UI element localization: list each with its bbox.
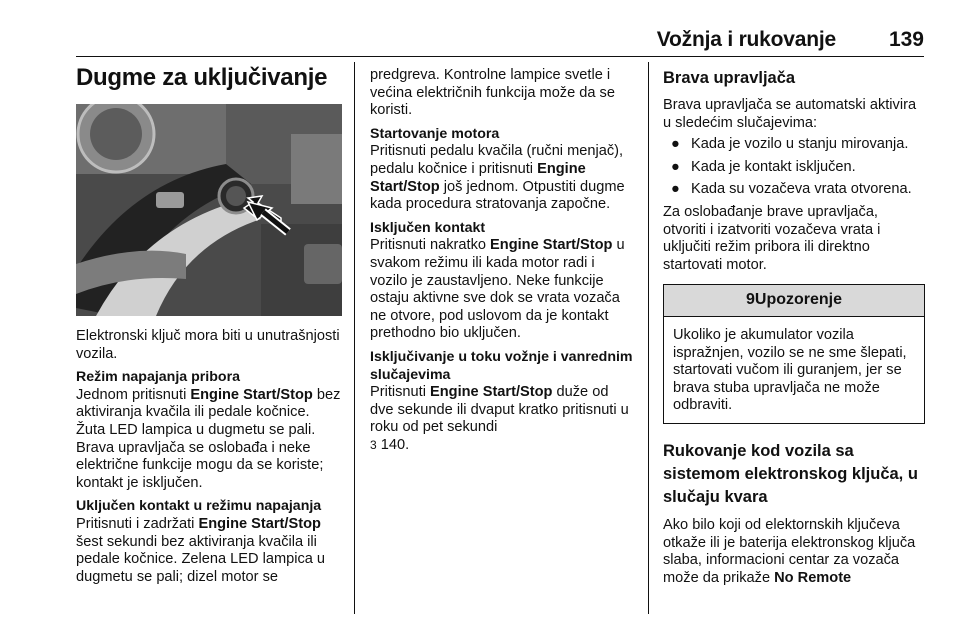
subheading-engine-start: Startovanje motora <box>370 125 500 142</box>
steering-lock-release-text: Za oslobađanje brave upravljača, otvoriti i izatvoriti vozačeva vrata i uključiti režim pribora ili direktno startovati motor. <box>663 203 881 273</box>
paragraph-accessory-mode: Jednom pritisnuti Engine Start/Stop bez aktiviranja kvačila ili pedale kočnice. Žuta LED lampica u dugmetu se pali. Brava upravljača se oslobađa i neke električne funkcije mogu da se koriste; kontakt je isključen. <box>76 386 341 491</box>
warning-triangle-icon: 9 <box>745 291 755 309</box>
column-1 <box>76 62 342 586</box>
subheading-accessory-mode: Režim napajanja pribora <box>76 369 240 386</box>
warning-body: Ukoliko je akumulator vozila ispražnjen, vozilo se ne sme šlepati, startovati vučom ili guranjem, jer se brava stuba upravljača ne može odbraviti. <box>673 326 907 414</box>
paragraph-emergency-shutoff: Pritisnuti Engine Start/Stop duže od dve sekunde ili dvaput kratko pritisnuti u roku od pet sekundi 3 140. <box>370 384 629 453</box>
section-heading: Dugme za uključivanje <box>76 64 328 91</box>
page-reference-link[interactable]: 140. <box>380 436 410 453</box>
column-3 <box>663 62 925 587</box>
list-item: ● Kada je vozilo u stanju mirovanja. <box>671 136 909 153</box>
start-button-illustration <box>76 104 342 316</box>
paragraph-key-failure: Ako bilo koji od elektornskih ključeva otkaže ili je baterija elektronskog ključa slaba, informacioni centar za vozača može da prikaže No Remote <box>663 516 916 586</box>
list-item: ● Kada je kontakt isključen. <box>671 158 856 175</box>
subheading-ignition-on: Uključen kontakt u režimu napajanja <box>76 498 322 515</box>
column-divider-1 <box>354 62 355 614</box>
warning-box <box>663 284 925 424</box>
subheading-ignition-off: Isključen kontakt <box>370 219 486 236</box>
section-heading-steering-lock: Brava upravljača <box>663 69 796 87</box>
bullet-icon: ● <box>671 136 680 153</box>
bullet-icon: ● <box>671 181 680 198</box>
warning-header: 9Upozorenje <box>664 285 924 317</box>
list-item: ● Kada su vozačeva vrata otvorena. <box>671 181 912 198</box>
paragraph-ignition-on: Pritisnuti i zadržati Engine Start/Stop šest sekundi bez aktiviranja kvačila ili pedale kočnice. Zelena LED lampica u dugmetu se pali; dizel motor se <box>76 515 326 585</box>
page-number: 139 <box>888 28 924 51</box>
header-rule <box>76 56 924 57</box>
bullet-icon: ● <box>671 158 680 175</box>
steering-wheel-photo <box>76 104 342 316</box>
steering-lock-intro: Brava upravljača se automatski aktivira u sledećim slučajevima: <box>663 97 917 131</box>
column-2 <box>370 62 634 454</box>
section-heading-key-failure: Rukovanje kod vozila sa sistemom elektronskog ključa, u slučaju kvara <box>663 441 918 506</box>
paragraph-ignition-off: Pritisnuti nakratko Engine Start/Stop u svakom režimu ili kada motor radi i vozilo je zaustavljeno. Neke funkcije ostaju aktivne sve dok se vrata vozača ne otvore, pod uslovom da je kontakt prethodno bio uključen. <box>370 237 625 342</box>
bullet-list <box>663 136 925 199</box>
running-header-title: Vožnja i rukovanje <box>656 28 836 51</box>
column-divider-2 <box>648 62 649 614</box>
page-reference-icon: 3 <box>370 437 377 452</box>
paragraph-continuation: predgreva. Kontrolne lampice svetle i većina električnih funkcija može da se koristi. <box>370 67 615 119</box>
subheading-emergency-shutoff: Isključivanje u toku vožnje i vanrednim slučajevima <box>370 348 633 383</box>
paragraph-engine-start: Pritisnuti pedalu kvačila (ručni menjač), pedalu kočnice i pritisnuti Engine Start/Stop još jednom. Otpustiti dugme kada procedura stratovanja započne. <box>370 143 625 213</box>
intro-text: Elektronski ključ mora biti u unutrašnjosti vozila. <box>76 328 340 362</box>
